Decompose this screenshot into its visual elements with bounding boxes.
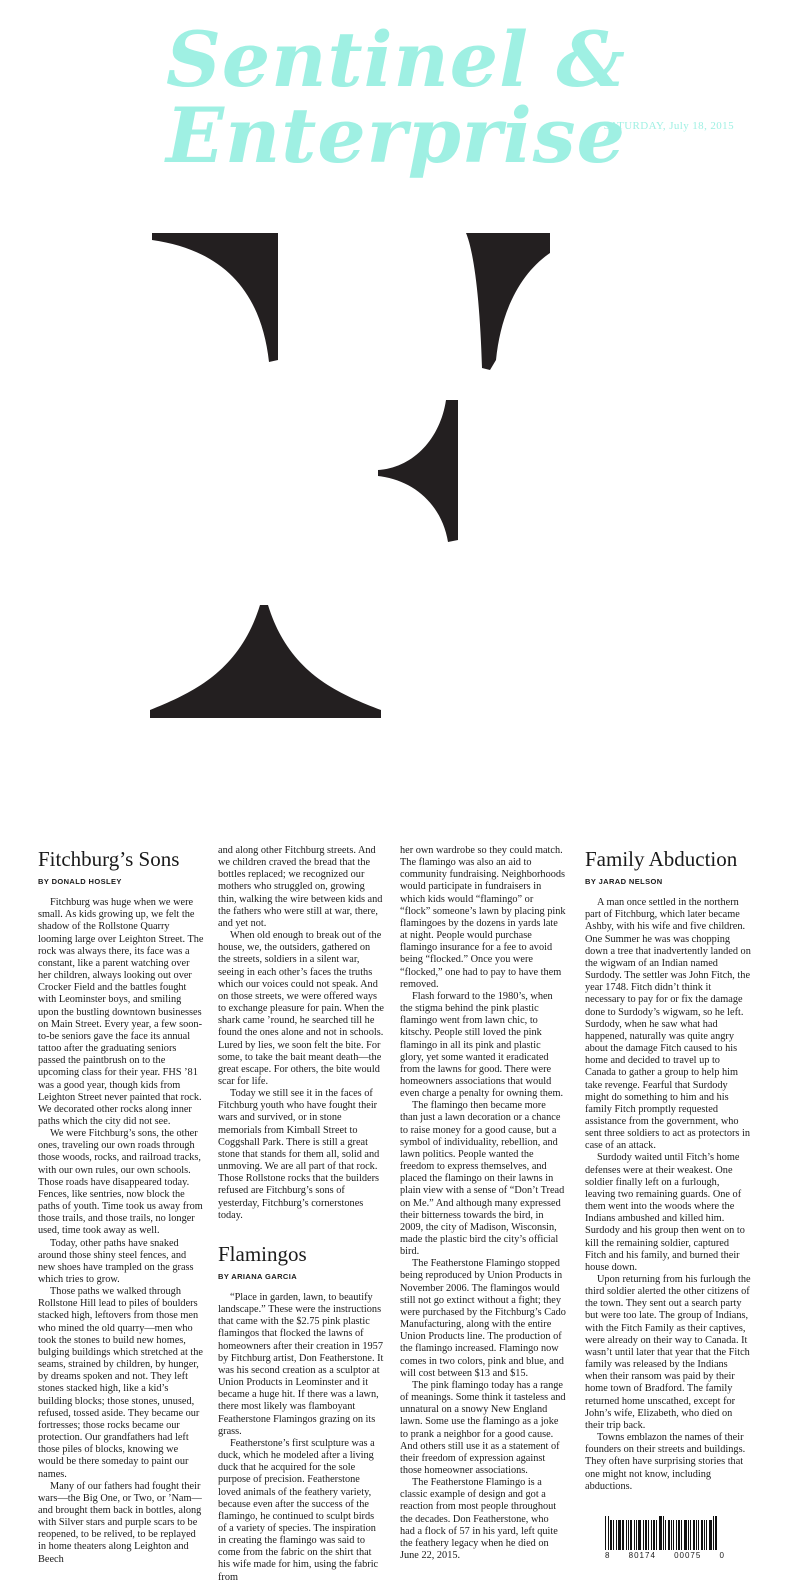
- barcode-stripe: [706, 1520, 707, 1550]
- barcode-stripe: [628, 1520, 629, 1550]
- column-1: [38, 845, 204, 1566]
- column-2: [218, 845, 384, 1584]
- paragraph: When old enough to break out of the house, we, the outsiders, gathered on the streets, soldiers in a silent war, seeing in each other’s faces the truths which our voices could not speak. And on those streets, we were offered ways to exchange pleasure for pain. When the shark came ’round, he searched till he found the ones alone and not in schools. Lured by lies, we soon felt the bite. For some, to take the bait meant death—the great escape. For others, the bite would scar for life.: [218, 930, 384, 1087]
- barcode-stripe: [704, 1520, 705, 1550]
- barcode-digit-right: 0: [719, 1551, 725, 1560]
- barcode-stripe: [709, 1520, 712, 1550]
- barcode-stripe: [645, 1520, 647, 1550]
- barcode-stripe: [715, 1516, 717, 1550]
- paragraph: The Featherstone Flamingo stopped being reproduced by Union Products in November 2006. The flamingos would still not go extinct without a fight; they were purchased by the Fitchburg’s Cado Manufacturing, along with the entire Union Products line. The production of the flamingo increased. Flamingo now comes in two colors, pink and blue, and will cost between $13 and $15.: [400, 1258, 566, 1379]
- barcode-stripe: [636, 1520, 637, 1550]
- barcode-stripe: [713, 1516, 714, 1550]
- barcode-stripe: [622, 1520, 624, 1550]
- f-bottom-foot: [150, 605, 381, 718]
- barcode-stripe: [676, 1520, 677, 1550]
- barcode-stripe: [701, 1520, 703, 1550]
- paragraph: Towns emblazon the names of their founders on their streets and buildings. They often have surprising stories that one might not know, including abductions.: [585, 1432, 746, 1492]
- headline-fitchburgs-sons: Fitchburg’s Sons: [38, 847, 180, 871]
- letter-f-graphic: [150, 230, 550, 720]
- barcode-stripe: [665, 1520, 666, 1550]
- barcode-stripe: [618, 1520, 621, 1550]
- paragraph: Those paths we walked through Rollstone Hill lead to piles of boulders stacked high, leftovers from those men who mined the old quarry—men who took the stones to build new homes, bulging buildings which stretched at the seams, strained by children, by hunger, by dreams spoken and not. They left stones stacked high, like a kid’s building blocks; those stones, unused, refused, tossed aside. They became our fortresses; those rocks became our protection. Our grandfathers had left those piles of blocks, knowing we would be there someday to paint our names.: [38, 1286, 204, 1480]
- paragraph: Upon returning from his furlough the third soldier alerted the other citizens of the town. They sent out a search party but were too late. The group of Indians, with the Fitch Family as their captives, were already on their way to Canada. It wasn’t until later that year that the Fitch family was released by the Indians when their ransom was paid by their home town of Bradford. The family returned home unscathed, except for John’s wife, Elizabeth, who died on their trip back.: [585, 1274, 751, 1431]
- headline-family-abduction: Family Abduction: [585, 847, 738, 871]
- barcode-stripe: [643, 1520, 644, 1550]
- barcode-stripe: [663, 1516, 664, 1550]
- barcode-bars: [605, 1520, 725, 1550]
- masthead: [0, 15, 792, 180]
- barcode-stripe: [698, 1520, 699, 1550]
- barcode-digits-group-1: 80174: [628, 1551, 656, 1560]
- barcode-stripe: [608, 1516, 609, 1550]
- barcode-stripe: [638, 1520, 641, 1550]
- paragraph: “Place in garden, lawn, to beautify landscape.” These were the instructions that came with the $2.75 pink plastic flamingos that flocked the lawns of homeowners after their creation in 1957 by Fitchburg artist, Don Featherstone. It was his second creation as a sculptor at Union Products in Leominster and it became a huge hit. If there was a lawn, there most likely was flamboyant Featherstone Flamingos grazing on its grass.: [218, 1292, 384, 1437]
- f-top-right-serif: [466, 233, 550, 370]
- paragraph: Featherstone’s first sculpture was a duck, which he modeled after a living duck that he acquired for the sole purpose of precision. Featherstone loved animals of the feathery variety, because even after the success of the flamingo, he continued to sculpt birds of a variety of species. The inspiration in creating the flamingo was said to come from the fabric on the shirt that his wife made for him, using the fabric from: [218, 1437, 379, 1583]
- barcode-stripe: [656, 1520, 657, 1550]
- barcode-stripe: [613, 1520, 614, 1550]
- column-4: [585, 845, 751, 1493]
- paragraph: Flash forward to the 1980’s, when the stigma behind the pink plastic flamingo went from lawn chic, to kitschy. People still loved the pink flamingo in all its pink and plastic glory, yet some wanted it eradicated from the lawns for good. There were homeowners associations that would even charge a penalty for owning them.: [400, 990, 564, 1100]
- headline-flamingos: Flamingos: [218, 1241, 307, 1266]
- barcode-stripe: [626, 1520, 627, 1550]
- byline-donald-hosley: BY DONALD HOSLEY: [38, 877, 122, 886]
- paragraph: Fitchburg was huge when we were small. As kids growing up, we felt the shadow of the Rollstone Quarry looming large over Leighton Street. The rock was always there, its face was a constant, like a parent watching over her children, always looking out over Crocker Field and the battles fought with Leominster boys, and smiling upon the bustling downtown businesses on Main Street. Every year, a few soon-to-be seniors gave the face its annual tattoo after the graduating seniors passed the paintbrush on to the upcoming class for their year. FHS ’81 was a good year, though kids from Leighton Street never painted that rock. We decorated other rocks along inner paths which the city did not see.: [38, 897, 204, 1127]
- barcode-stripe: [684, 1520, 687, 1550]
- upc-barcode: [605, 1520, 725, 1558]
- barcode-stripe: [648, 1520, 649, 1550]
- paragraph: Surdody waited until Fitch’s home defenses were at their weakest. One soldier finally left on a furlough, leaving two remaining guards. One of them went into the woods where the Indians ambushed and killed him. Surdody and his group then went on to kill the remaining soldier, captured Fitch and his family, and burned their house down.: [585, 1152, 745, 1273]
- barcode-stripe: [688, 1520, 689, 1550]
- barcode-digit-left: 8: [605, 1551, 611, 1560]
- column-3: [400, 845, 566, 1562]
- barcode-stripe: [696, 1520, 697, 1550]
- barcode-stripe: [610, 1520, 612, 1550]
- paragraph: her own wardrobe so they could match. The flamingo was also an aid to community fundraising. Neighborhoods would participate in fundraisers in which kids would “flamingo” or “flock” someone’s lawn by placing pink flamingoes by the dozens in yards late at night. People would purchase flamingo insurance for a fee to avoid being “flocked.” Once you were “flocked,” one had to pay to have them removed.: [400, 845, 566, 990]
- barcode-stripe: [678, 1520, 680, 1550]
- paragraph: The flamingo then became more than just a lawn decoration or a chance to raise money for a good cause, but a symbol of individuality, rebellion, and lawn politics. People wanted the freedom to express themselves, and placed the flamingo on their lawns in plain view with a sense of “Don’t Tread on Me.” And although many expressed their bitterness towards the bird, in 2009, the city of Madison, Wisconsin, made the plastic bird the city’s official bird.: [400, 1100, 565, 1258]
- barcode-stripe: [668, 1520, 670, 1550]
- barcode-digits-group-2: 00075: [674, 1551, 702, 1560]
- barcode-stripe: [616, 1520, 617, 1550]
- paragraph: Today, other paths have snaked around those shiny steel fences, and new shoes have trampled on the grass which tries to grow.: [38, 1237, 194, 1285]
- barcode-stripe: [653, 1520, 655, 1550]
- barcode-stripe: [681, 1520, 682, 1550]
- barcode-stripe: [634, 1520, 635, 1550]
- barcode-stripe: [651, 1520, 652, 1550]
- barcode-digits: [605, 1551, 725, 1560]
- barcode-stripe: [659, 1516, 662, 1550]
- byline-jarad-nelson: BY JARAD NELSON: [585, 877, 663, 886]
- issue-date: SATURDAY, July 18, 2015: [603, 120, 734, 132]
- barcode-stripe: [605, 1516, 606, 1550]
- paragraph: The Featherstone Flamingo is a classic example of design and got a reaction from most people throughout the decades. Don Featherstone, who had a flock of 57 in his yard, left quite the feathery legacy when he died on June 22, 2015.: [400, 1477, 558, 1562]
- byline-ariana-garcia: BY ARIANA GARCIA: [218, 1271, 298, 1281]
- barcode-stripe: [693, 1520, 695, 1550]
- barcode-stripe: [690, 1520, 691, 1550]
- barcode-stripe: [671, 1520, 672, 1550]
- paragraph: A man once settled in the northern part of Fitchburg, which later became Ashby, with his wife and five children. One Summer he was was chopping down a tree that inadvertently landed on the wigwam of an Indian named Surdody. The settler was John Fitch, the year 1748. Fitch didn’t think it necessary to pay for or fix the damage done to Surdody’s wigwam, so he left. Surdody, when he saw what had happened, naturally was quite angry about the damage Fitch caused to his home and decided to travel up to Canada to gather a group to help him take revenge. Fearful that Surdody might do something to him and his family Fitch promptly requested assistance from the government, who sent three soldiers to act as protectors in case of an attack.: [585, 897, 751, 1152]
- paragraph: Many of our fathers had fought their wars—the Big One, or Two, or ’Nam—and brought them back in bottles, along with Silver stars and purple scars to be reopened, to be relived, to be replayed in home theaters along Leighton and Beech: [38, 1480, 202, 1565]
- paragraph: We were Fitchburg’s sons, the other ones, traveling our own roads through those woods, rocks, and railroad tracks, with our own rules, our own schools. Those roads have disappeared today. Fences, like sentries, now block the paths of youth. Time took us away from those trails, and those trails, no longer used, time took away as well.: [38, 1128, 203, 1237]
- barcode-stripe: [673, 1520, 674, 1550]
- f-middle-spur: [378, 400, 458, 542]
- masthead-title: Sentinel & Enterprise: [165, 15, 627, 180]
- paragraph: The pink flamingo today has a range of meanings. Some think it tasteless and unnatural on a snowy New England lawn. Some use the flamingo as a joke to prank a neighbor for a good cause. And others still use it as a statement of their freedom of expression against those homeowner associations.: [400, 1379, 566, 1476]
- f-top-left-serif: [152, 233, 278, 362]
- barcode-stripe: [630, 1520, 632, 1550]
- paragraph: and along other Fitchburg streets. And we children craved the bread that the bottles replaced; we recognized our mothers who struggled on, growing thin, walking the wire between kids and the fathers who were still at war, there, and yet not.: [218, 845, 383, 929]
- paragraph: Today we still see it in the faces of Fitchburg youth who have fought their wars and survived, or in stone memorials from Kimball Street to Coggshall Park. There is still a great stone that stands for them all, solid and unmoving. We are all part of that rock. Those Rollstone rocks that the builders refused are Fitchburg’s sons of yesterday, Fitchburg’s cornerstones today.: [218, 1088, 380, 1221]
